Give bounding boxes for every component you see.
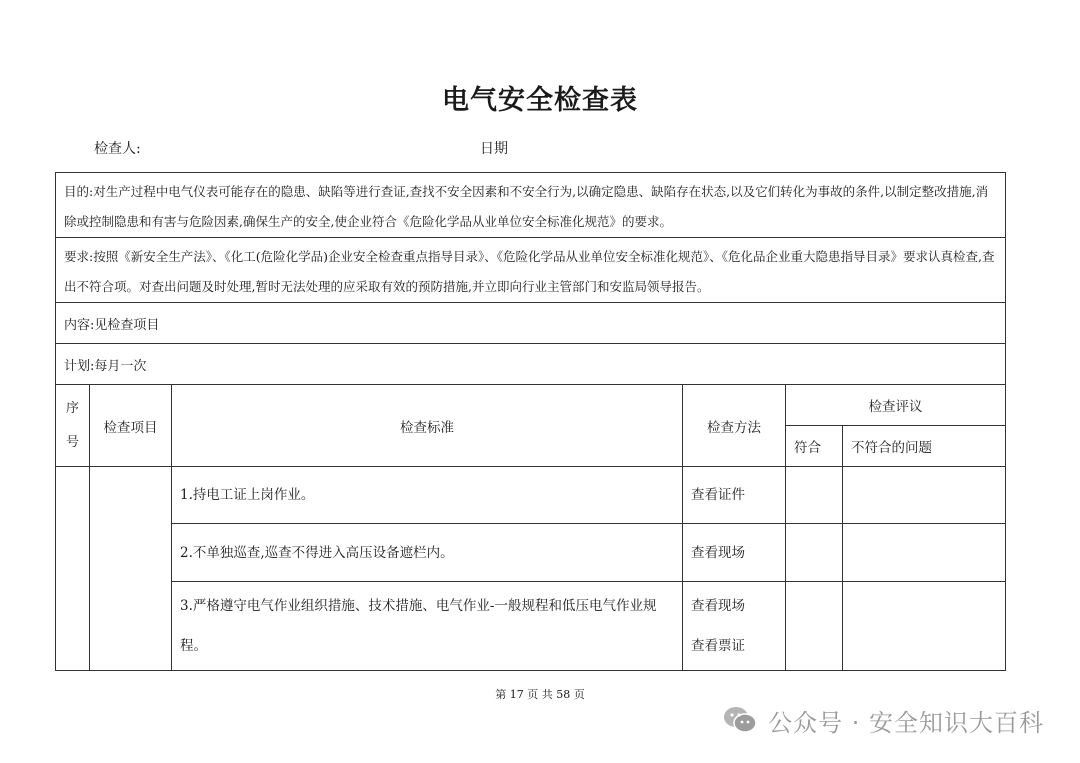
table-row bbox=[56, 582, 1006, 671]
method-cell bbox=[683, 467, 786, 524]
conform-cell bbox=[786, 467, 843, 524]
nonconform-cell bbox=[843, 582, 1006, 671]
conform-header: 符合 bbox=[786, 426, 843, 467]
conform-cell bbox=[786, 524, 843, 582]
seq-header bbox=[56, 385, 90, 467]
wechat-icon bbox=[722, 705, 758, 735]
method-header: 检查方法 bbox=[683, 385, 786, 467]
table-row bbox=[56, 524, 1006, 582]
content-row bbox=[56, 303, 1006, 344]
standard-header: 检查标准 bbox=[172, 385, 683, 467]
seq-header-char-2: 号 bbox=[65, 434, 79, 450]
table-row bbox=[56, 467, 1006, 524]
watermark bbox=[722, 700, 1044, 740]
purpose-row bbox=[56, 173, 1006, 238]
purpose-text: 目的:对生产过程中电气仪表可能存在的隐患、缺陷等进行查证,查找不安全因素和不安全行为,以确定隐患、缺陷存在状态,以及它们转化为事故的条件,以制定整改措施,消除或控制隐患和有害与危险因素,确保生产的安全,使企业符合《危险化学品从业单位安全标准化规范》的要求。 bbox=[56, 173, 1006, 238]
seq-cell bbox=[56, 467, 90, 671]
item-header: 检查项目 bbox=[90, 385, 172, 467]
document-title: 电气安全检查表 bbox=[442, 85, 638, 116]
standard-cell: 3.严格遵守电气作业组织措施、技术措施、电气作业-一般规程和低压电气作业规程。 bbox=[172, 582, 683, 671]
method-cell bbox=[683, 524, 786, 582]
plan-text: 计划:每月一次 bbox=[56, 344, 1006, 385]
method-text: 查看证件 bbox=[691, 487, 745, 503]
content-text: 内容:见检查项目 bbox=[56, 303, 1006, 344]
item-cell bbox=[90, 467, 172, 671]
requirement-row bbox=[56, 238, 1006, 303]
requirement-text: 要求:按照《新安全生产法》、《化工(危险化学品)企业安全检查重点指导目录》、《危险化学品从业单位安全标准化规范》、《危化品企业重大隐患指导目录》要求认真检查,查出不符合项。对查出问题及时处理,暂时无法处理的应采取有效的预防措施,并立即向行业主管部门和安监局领导报告。 bbox=[56, 238, 1006, 303]
date-label: 日期 bbox=[480, 141, 508, 157]
conform-cell bbox=[786, 582, 843, 671]
method-text: 查看现场 bbox=[691, 544, 745, 561]
page-footer: 第 17 页 共 58 页 bbox=[495, 688, 585, 701]
standard-cell: 2.不单独巡查,巡查不得进入高压设备遮栏内。 bbox=[172, 524, 683, 582]
method-text: 查看票证 bbox=[691, 638, 745, 654]
evaluation-header: 检查评议 bbox=[786, 385, 1006, 426]
header-row-1 bbox=[56, 385, 1006, 426]
nonconform-cell bbox=[843, 524, 1006, 582]
nonconform-header: 不符合的问题 bbox=[843, 426, 1006, 467]
method-cell bbox=[683, 582, 786, 671]
inspector-label: 检查人: bbox=[94, 141, 141, 157]
method-text: 查看现场 bbox=[691, 598, 745, 614]
seq-header-char-1: 序 bbox=[65, 400, 79, 416]
standard-cell: 1.持电工证上岗作业。 bbox=[172, 467, 683, 524]
watermark-text: 公众号 · 安全知识大百科 bbox=[768, 708, 1044, 737]
nonconform-cell bbox=[843, 467, 1006, 524]
inspection-table bbox=[55, 172, 1006, 671]
plan-row bbox=[56, 344, 1006, 385]
